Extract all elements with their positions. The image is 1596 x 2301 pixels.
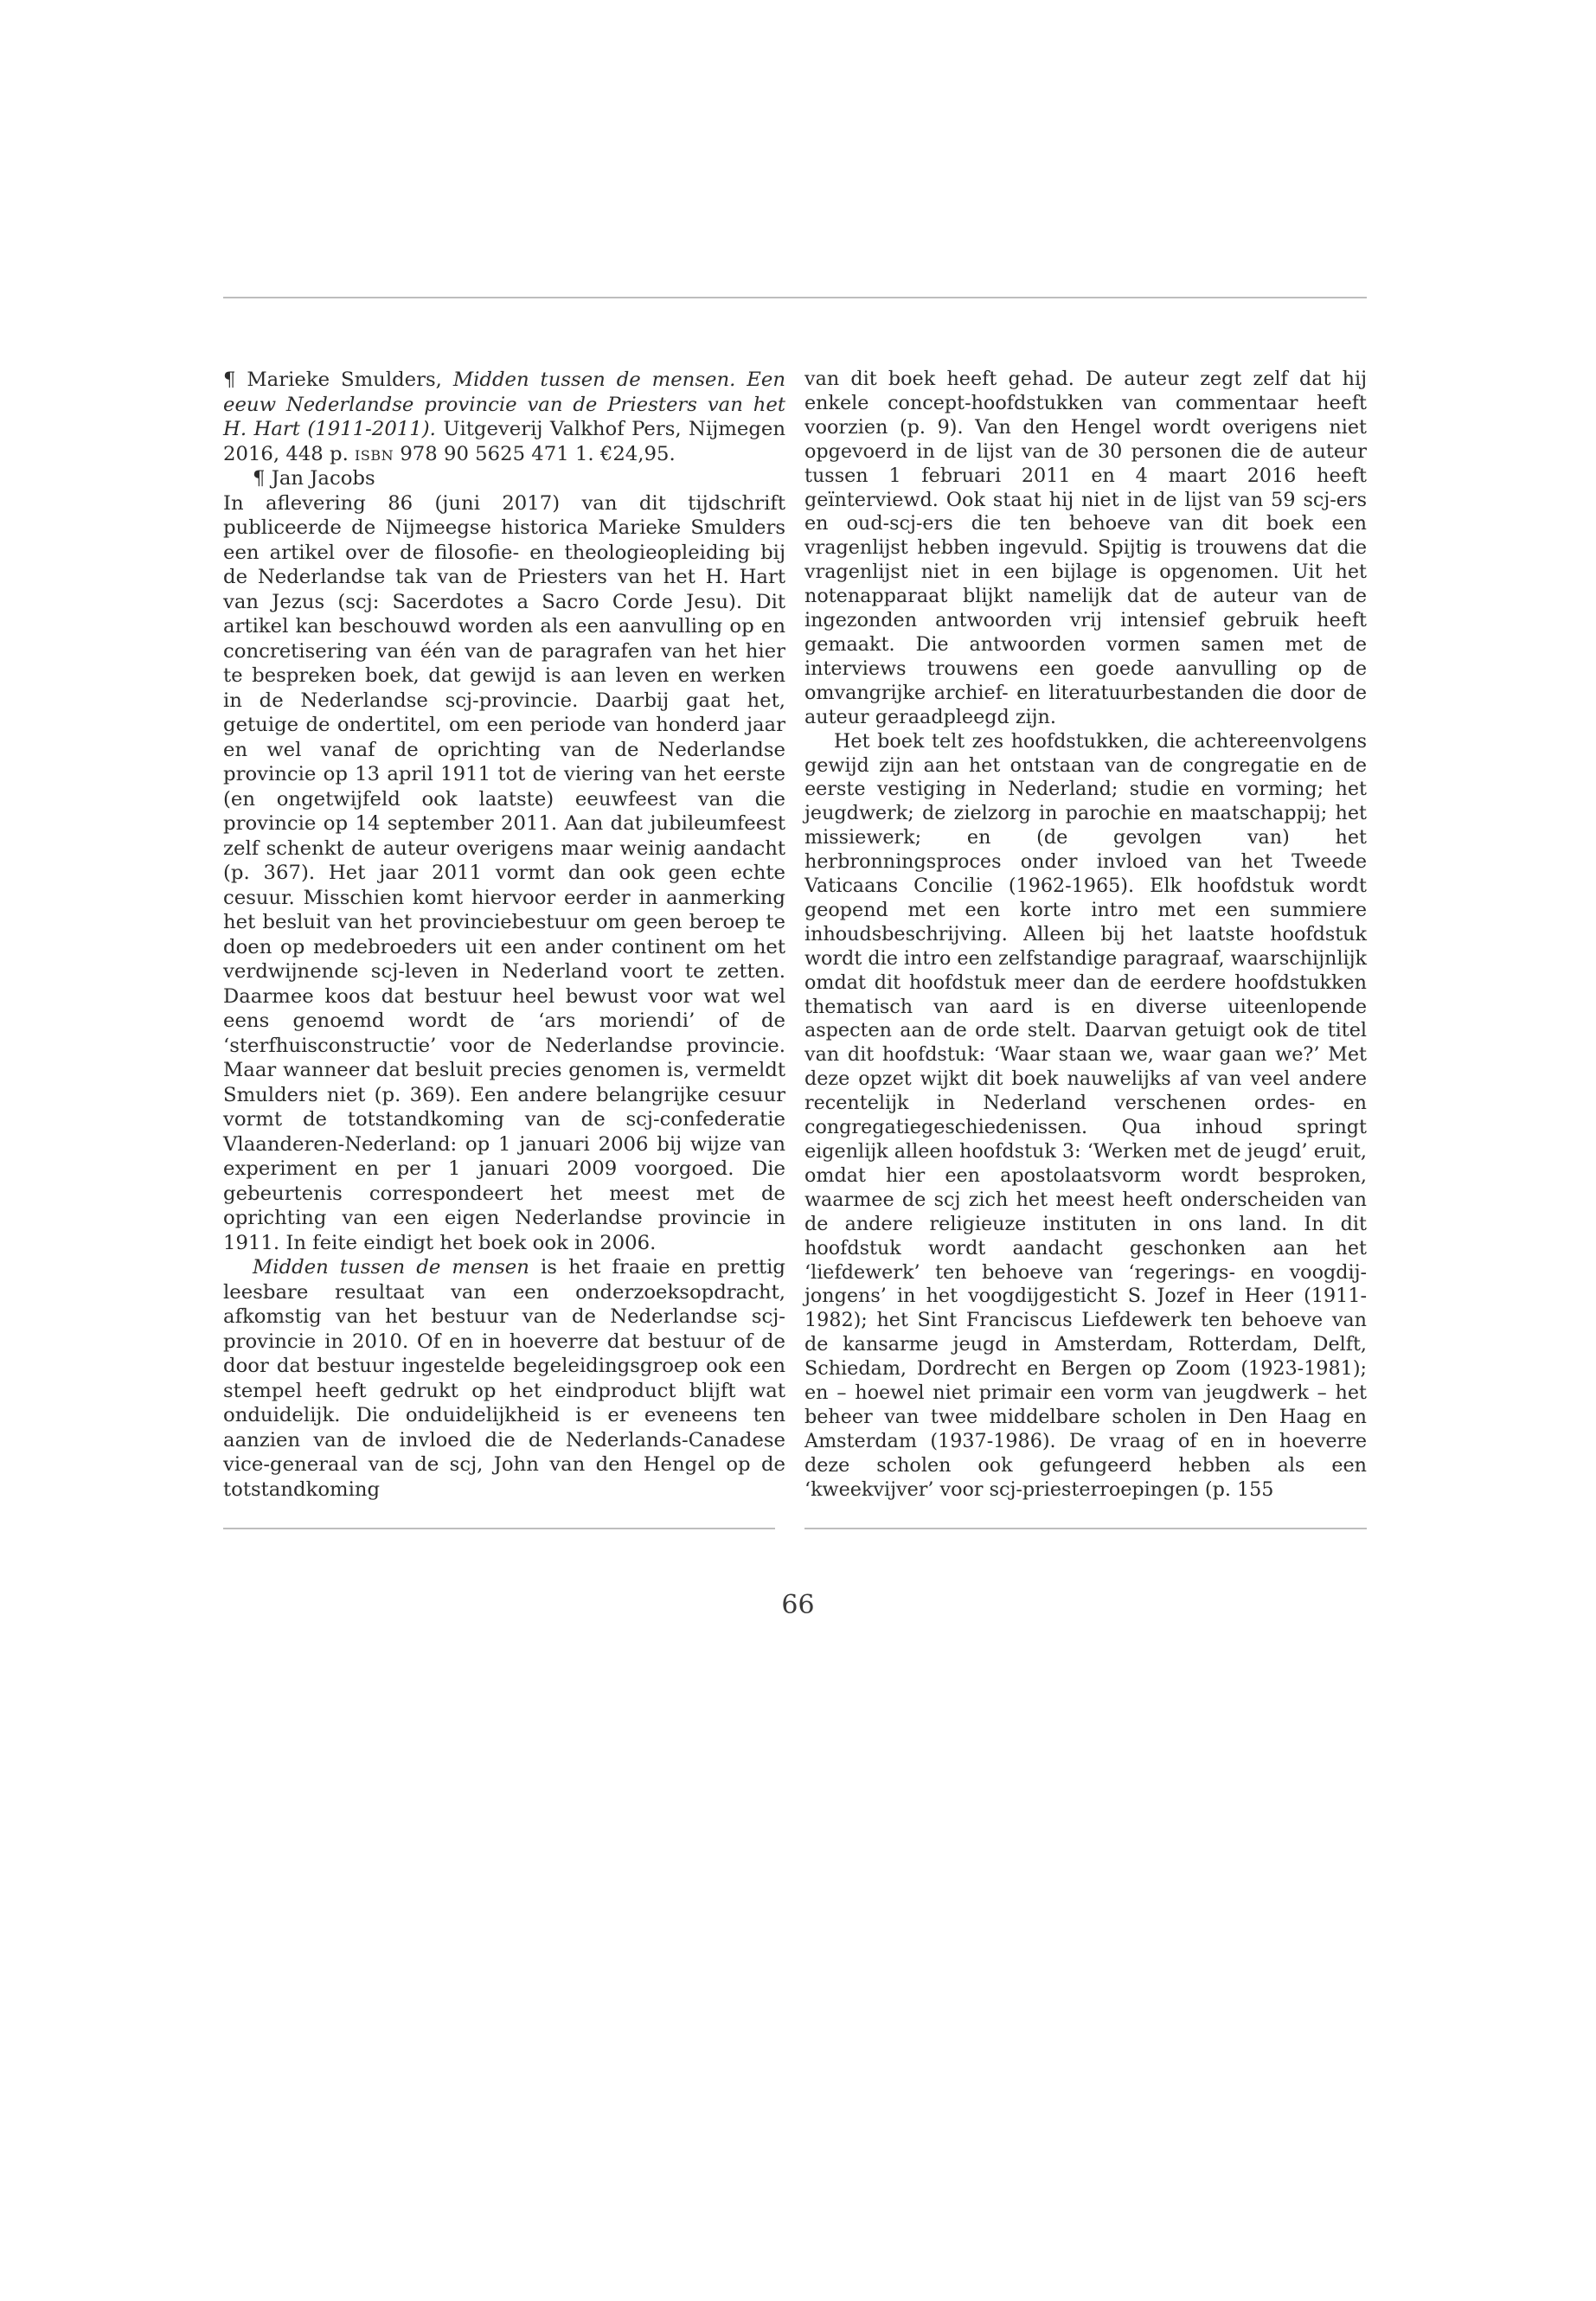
book-title: Midden tussen de mensen. Een eeuw Nederlandse provincie van de Priesters van het H. Hart (1911-2011). bbox=[223, 369, 785, 440]
top-rule bbox=[223, 297, 1367, 298]
left-column bbox=[223, 368, 785, 1502]
paragraph-text: is het fraaie en prettig leesbare resultaat van een onderzoeksopdracht, afkomstig van het bestuur van de Nederlandse scj-provincie in 2010. Of en in hoeverre dat bestuur of de door dat bestuur ingestelde begeleidingsgroep ook een stempel heeft gedrukt op het eindproduct blijft wat onduidelijk. Die onduidelijkheid is er eveneens ten aanzien van de invloed die de Nederlands-Canadese vice-generaal van de scj, John van den Hengel op de totstandkoming bbox=[223, 1256, 785, 1501]
page-number: 66 bbox=[781, 1590, 815, 1620]
right-column bbox=[804, 368, 1367, 1503]
bottom-rule-left bbox=[223, 1528, 775, 1529]
isbn-value: 978 90 5625 471 1. €24,95. bbox=[400, 442, 676, 465]
body-paragraph-1: In aflevering 86 (juni 2017) van dit tijdschrift publiceerde de Nijmeegse historica Marieke Smulders een artikel over de filosofie- en theologieopleiding bij de Nederlandse tak van de Priesters van het H. Hart van Jezus (scj: Sacerdotes a Sacro Corde Jesu). Dit artikel kan beschouwd worden als een aanvulling op en concretisering van één van de paragrafen van het hier te bespreken boek, dat gewijd is aan leven en werken in de Nederlandse scj-provincie. Daarbij gaat het, getuige de ondertitel, om een periode van honderd jaar en wel vanaf de oprichting van de Nederlandse provincie op 13 april 1911 tot de viering van het eerste (en ongetwijfeld ook laatste) eeuwfeest van die provincie op 14 september 2011. Aan dat jubileumfeest zelf schenkt de auteur overigens maar weinig aandacht (p. 367). Het jaar 2011 vormt dan ook geen echte cesuur. Misschien komt hiervoor eerder in aanmerking het besluit van het provinciebestuur om geen beroep te doen op medebroeders uit een ander continent om het verdwijnende scj-leven in Nederland voort te zetten. Daarmee koos dat bestuur heel bewust voor wat wel eens genoemd wordt de ‘ars moriendi’ of de ‘sterfhuisconstructie’ voor de Nederlandse provincie. Maar wanneer dat besluit precies genomen is, vermeldt Smulders niet (p. 369). Een andere belangrijke cesuur vormt de totstandkoming van de scj-confederatie Vlaanderen-Nederland: op 1 januari 2006 bij wijze van experiment en per 1 januari 2009 voorgoed. Die gebeurtenis correspondeert het meest met de oprichting van een eigen Nederlandse provincie in 1911. In feite eindigt het boek ook in 2006. bbox=[223, 491, 785, 1254]
isbn-label: isbn bbox=[355, 442, 394, 465]
title-reference: Midden tussen de mensen bbox=[253, 1256, 529, 1279]
bottom-rule-right bbox=[804, 1528, 1367, 1529]
reviewer-line bbox=[223, 466, 785, 491]
body-paragraph-4: Het boek telt zes hoofdstukken, die achtereenvolgens gewijd zijn aan het ontstaan van de congregatie en de eerste vestiging in Nederland; studie en vorming; het jeugdwerk; de zielzorg in parochie en maatschappij; het missiewerk; en (de gevolgen van) het herbronningsproces onder invloed van het Tweede Vaticaans Concilie (1962-1965). Elk hoofdstuk wordt geopend met een korte intro met een summiere inhoudsbeschrijving. Alleen bij het laatste hoofdstuk wordt die intro een zelfstandige paragraaf, waarschijnlijk omdat dit hoofdstuk meer dan de eerdere hoofdstukken thematisch van aard is en diverse uiteenlopende aspecten aan de orde stelt. Daarvan getuigt ook de titel van dit hoofdstuk: ‘Waar staan we, waar gaan we?’ Met deze opzet wijkt dit boek nauwelijks af van veel andere recentelijk in Nederland verschenen ordes- en congregatiegeschiedenissen. Qua inhoud springt eigenlijk alleen hoofdstuk 3: ‘Werken met de jeugd’ eruit, omdat hier een apostolaatsvorm wordt besproken, waarmee de scj zich het meest heeft onderscheiden van de andere religieuze instituten in ons land. In dit hoofdstuk wordt aandacht geschonken aan het ‘liefdewerk’ ten behoeve van ‘regerings- en voogdij-jongens’ in het voogdijgesticht S. Jozef in Heer (1911-1982); het Sint Franciscus Liefdewerk ten behoeve van de kansarme jeugd in Amsterdam, Rotterdam, Delft, Schiedam, Dordrecht en Bergen op Zoom (1923-1981); en – hoewel niet primair een vorm van jeugdwerk – het beheer van twee middelbare scholen in Den Haag en Amsterdam (1937-1986). De vraag of en in hoeverre deze scholen ook gefungeerd hebben als een ‘kweekvijver’ voor scj-priesterroepingen (p. 155 bbox=[804, 729, 1367, 1501]
book-author: Marieke Smulders, bbox=[247, 369, 442, 391]
body-paragraph-2 bbox=[223, 1255, 785, 1502]
book-citation bbox=[223, 368, 785, 466]
book-publisher: Uitgeverij Valkhof Pers, Nijmegen 2016, 448 p. bbox=[223, 418, 786, 465]
pilcrow-mark: ¶ bbox=[223, 369, 236, 391]
reviewer-name: Jan Jacobs bbox=[271, 467, 375, 490]
pilcrow-mark: ¶ bbox=[253, 467, 266, 490]
body-paragraph-3: van dit boek heeft gehad. De auteur zegt zelf dat hij enkele concept-hoofdstukken van commentaar heeft voorzien (p. 9). Van den Hengel wordt overigens niet opgevoerd in de lijst van de 30 personen die de auteur tussen 1 februari 2011 en 4 maart 2016 heeft geïnterviewd. Ook staat hij niet in de lijst van 59 scj-ers en oud-scj-ers die ten behoeve van dit boek een vragenlijst hebben ingevuld. Spijtig is trouwens dat die vragenlijst niet in een bijlage is opgenomen. Uit het notenapparaat blijkt namelijk dat de auteur van de ingezonden antwoorden vrij intensief gebruik heeft gemaakt. Die antwoorden vormen samen met de interviews trouwens een goede aanvulling op de omvangrijke archief- en literatuurbestanden die door de auteur geraadpleegd zijn. bbox=[804, 368, 1367, 728]
